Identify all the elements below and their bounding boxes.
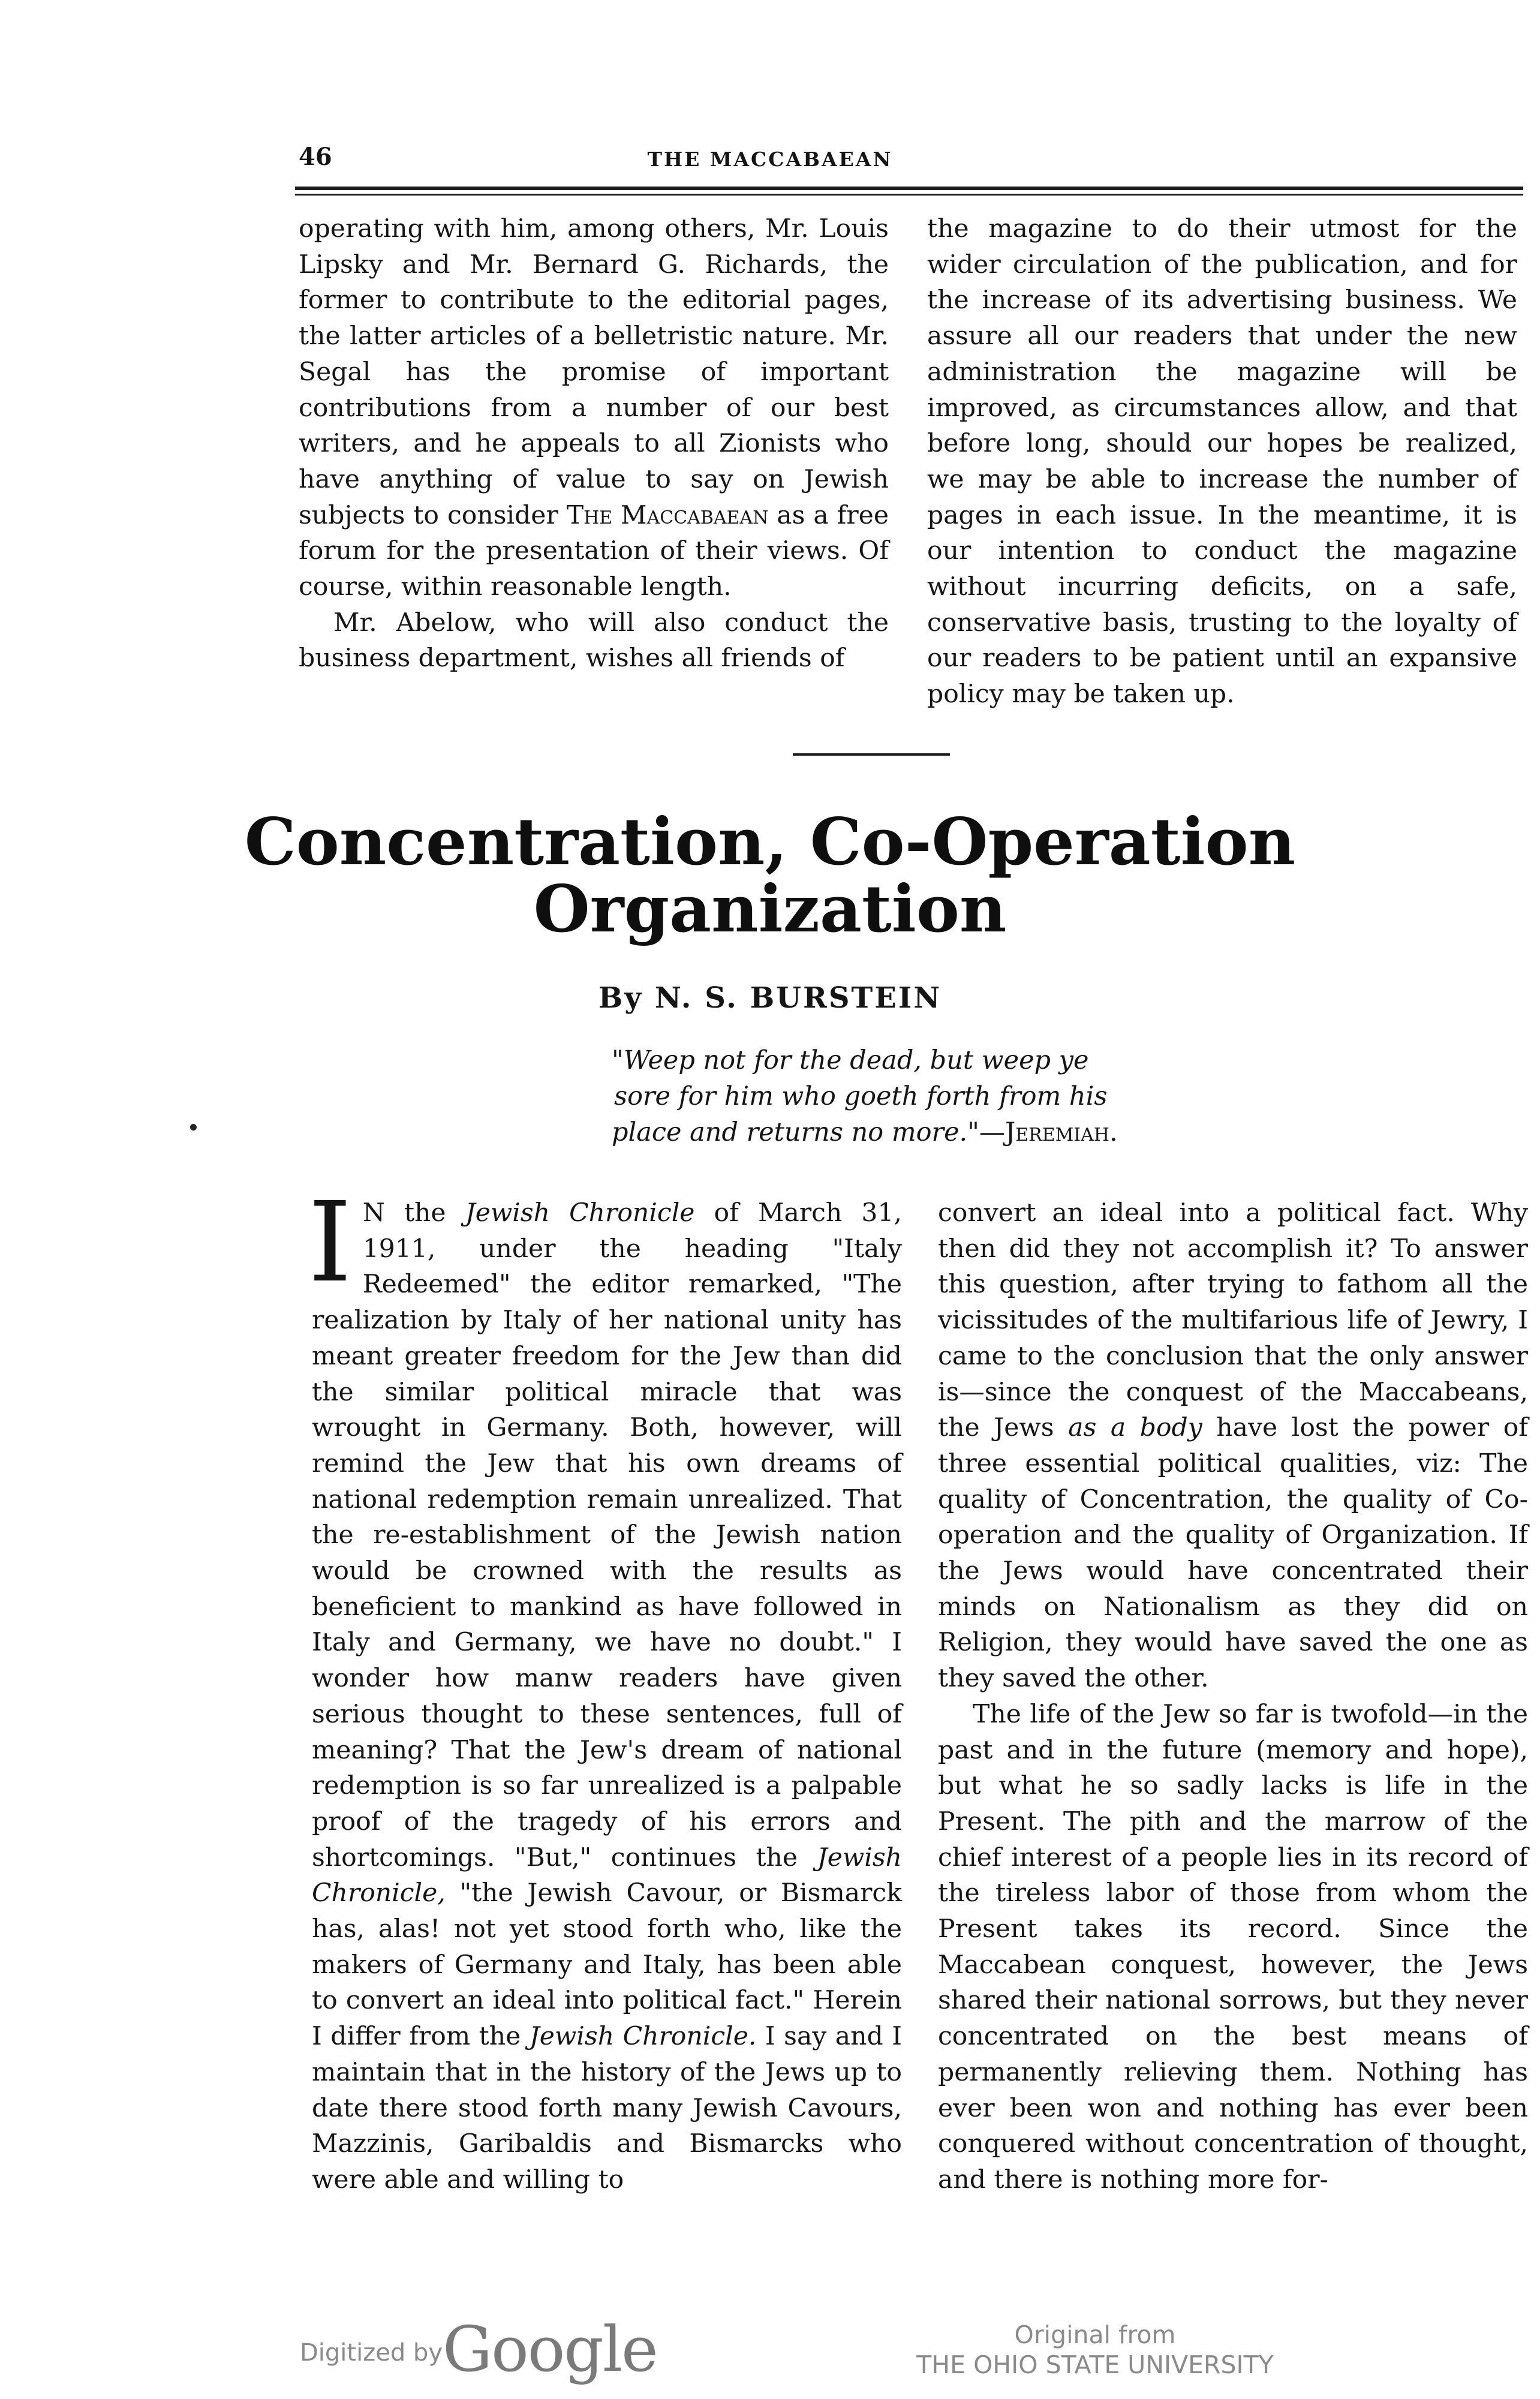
- top-right-column: [927, 211, 1517, 713]
- epigraph-line-2: sore for him who goeth forth from his: [614, 1081, 1108, 1111]
- original-from-label: Original from: [1014, 2320, 1176, 2349]
- top-left-paragraph-2: Mr. Abelow, who will also conduct the business department, wishes all friends of: [299, 608, 889, 674]
- epigraph-line-1: "Weep not for the dead, but weep ye: [612, 1045, 1089, 1075]
- bottom-right-column: [938, 1195, 1528, 2198]
- institution-name: THE OHIO STATE UNIVERSITY: [916, 2350, 1274, 2379]
- google-logo: Google: [443, 2313, 657, 2386]
- article-title-line-1: Concentration, Co-Operation: [244, 804, 1296, 880]
- article-paragraph-2: The life of the Jew so far is twofold—in the past and in the future (memory and hope), but what he so sadly lacks is life in the Present. The pith and the marrow of the chief interest of a people lies in its record of the tireless labor of those from whom the Present takes its record. Since the Maccabean conquest, however, the Jews shared their national sorrows, but they never concentrated on the best means of permanently relieving them. Nothing has ever been won and nothing has ever been conquered without concentration of thought, and there is nothing more for-: [938, 1699, 1528, 2194]
- stray-mark: [190, 1124, 197, 1131]
- section-divider: [793, 753, 950, 756]
- article-title-line-2: Organization: [533, 871, 1007, 947]
- epigraph-attribution: —Jeremiah.: [979, 1117, 1118, 1147]
- article-byline: By N. S. BURSTEIN: [598, 981, 942, 1015]
- epigraph: [612, 1042, 1169, 1150]
- magazine-name: The Maccabaean: [566, 500, 769, 530]
- header-rule-thin: [295, 194, 1523, 196]
- top-right-paragraph-1: the magazine to do their utmost for the wider circulation of the publication, and for the increase of its advertising business. We assure all our readers that under the new administration the magazine will be improved, as circumstances allow, and that before long, should our hopes be realized, we may be able to increase the number of pages in each issue. In the meantime, it is our intention to conduct the magazine without incurring deficits, on a safe, conservative basis, trusting to the loyalty of our readers to be patient until an expansive policy may be taken up.: [927, 214, 1517, 710]
- running-head: THE MACCABAEAN: [647, 148, 893, 171]
- article-paragraph-1-continued: convert an ideal into a political fact. Why then did they not accomplish it? To answer this question, after trying to fathom all the vicissitudes of the multifarious life of Jewry, I came to the conclusion that the only answer is—since the conquest of the Maccabeans, the Jews as a body have lost the power of three essential political qualities, viz: The quality of Concentration, the quality of Co-operation and the quality of Organization. If the Jews would have concentrated their minds on Nationalism as they did on Religion, they would have saved the one as they saved the other.: [938, 1198, 1529, 1694]
- header-rule-thick: [295, 187, 1523, 190]
- top-left-paragraph-1: operating with him, among others, Mr. Louis Lipsky and Mr. Bernard G. Richards, the former to contribute to the editorial pages, the latter articles of a belletristic nature. Mr. Segal has the promise of important contributions from a number of our best writers, and he appeals to all Zionists who have anything of value to say on Jewish subjects to consider The Maccabaean as a free forum for the presentation of their views. Of course, within reasonable length.: [299, 214, 889, 602]
- original-source: [892, 2320, 1298, 2380]
- top-left-column: [299, 211, 889, 677]
- article-title: [0, 804, 1540, 947]
- article-paragraph-1: I N the Jewish Chronicle of March 31, 1911, under the heading "Italy Redeemed" the editor remarked, "The realization by Italy of her national unity has meant greater freedom for the Jew than did the similar political miracle that was wrought in Germany. Both, however, will remind the Jew that his own dreams of national redemption remain unrealized. That the re-establishment of the Jewish nation would be crowned with the results as beneficient to mankind as have followed in Italy and Germany, we have no doubt." I wonder how manw readers have given serious thought to these sentences, full of meaning? That the Jew's dream of national redemption is so far unrealized is a palpable proof of the tragedy of his errors and shortcomings. "But," continues the Jewish Chronicle, "the Jewish Cavour, or Bismarck has, alas! not yet stood forth who, like the makers of Germany and Italy, has been able to convert an ideal into political fact." Herein I differ from the Jewish Chronicle. I say and I maintain that in the history of the Jews up to date there stood forth many Jewish Cavours, Mazzinis, Garibaldis and Bismarcks who were able and willing to: [308, 1179, 902, 2194]
- drop-cap: I: [308, 1179, 352, 1307]
- digitized-by-label: Digitized by: [300, 2339, 443, 2367]
- epigraph-line-3: place and returns no more."—Jeremiah.: [612, 1117, 1118, 1147]
- bottom-left-column: [308, 1179, 902, 2198]
- page-number: 46: [299, 143, 332, 171]
